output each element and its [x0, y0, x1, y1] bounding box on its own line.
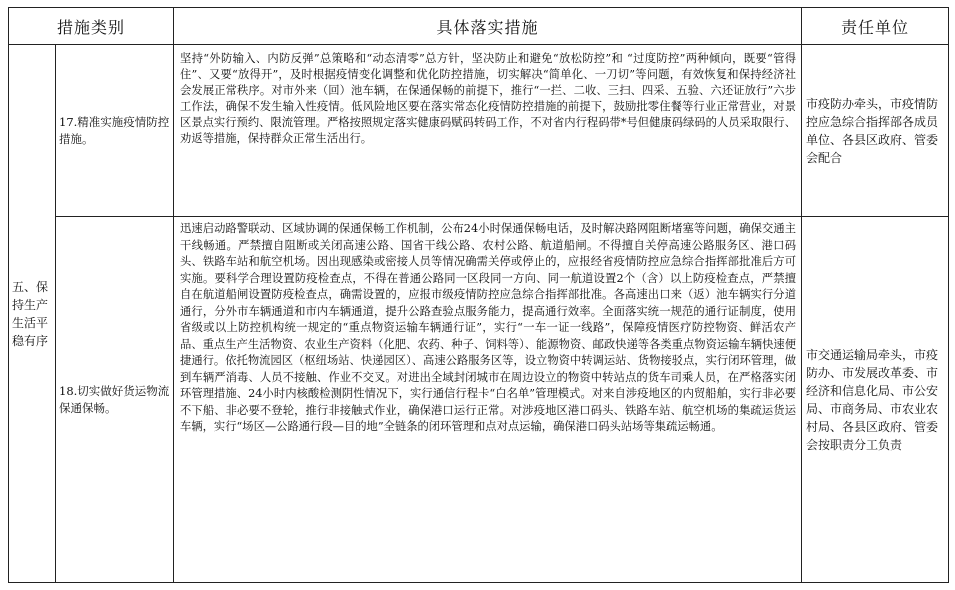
table-header-row: [9, 8, 949, 45]
responsible-unit-18: 市交通运输局牵头，市疫防办、市发展改革委、市经济和信息化局、市公安局、市商务局、市农业农村局、各县区政府、管委会按职责分工负责: [802, 217, 949, 583]
measure-item-17: 17.精准实施疫情防控措施。: [56, 45, 174, 217]
header-measures: 具体落实措施: [174, 8, 802, 45]
header-responsible: 责任单位: [802, 8, 949, 45]
table-row: [9, 217, 949, 583]
header-category: 措施类别: [9, 8, 174, 45]
section-category: 五、保持生产生活平稳有序: [9, 45, 56, 583]
measure-item-18: 18.切实做好货运物流保通保畅。: [56, 217, 174, 583]
table-row: [9, 45, 949, 217]
measures-table: [8, 7, 949, 583]
measure-text-17: 坚持“外防输入、内防反弹”总策略和“动态清零”总方针，坚决防止和避免“放松防控”和 “过度防控”两种倾向，既要“管得住”、又要“放得开”，及时根据疫情变化调整和优化防控措施，切实解决“简单化、一刀切”等问题，有效恢复和保持经济社会发展正常秩序。对市外来（回）池车辆，在保通保畅的前提下，推行“一拦、二收、三扫、四采、五验、六还证放行”六步工作法，确保不发生输入性疫情。低风险地区要在落实常态化疫情防控措施的前提下，鼓励批零住餐等行业正常营业，对景区景点实行预约、限流管理。严格按照规定落实健康码赋码转码工作，不对省内行程码带*号但健康码绿码的人员采取限行、劝返等措施，保持群众正常生活出行。: [174, 45, 802, 217]
measure-text-18: 迅速启动路警联动、区域协调的保通保畅工作机制，公布24小时保通保畅电话，及时解决路网阻断堵塞等问题，确保交通主干线畅通。严禁擅自阻断或关闭高速公路、国省干线公路、农村公路、航道船闸。不得擅自关停高速公路服务区、港口码头、铁路车站和航空机场。因出现感染或密接人员等情况确需关停或停止的，应报经省疫情防控应急综合指挥部批准后方可实施。要科学合理设置防疫检查点，不得在普通公路同一区段同一方向、同一航道设置2个（含）以上防疫检查点，严禁擅自在航道船闸设置防疫检查点，确需设置的，应报市级疫情防控应急综合指挥部批准。各高速出口来（返）池车辆实行分道通行，分外市车辆通道和市内车辆通道，提升公路查验点服务能力，提高通行效率。全面落实统一规范的通行证制度，使用省级或以上防控机构统一规定的“重点物资运输车辆通行证”，实行“一车一证一线路”，保障疫情医疗防控物资、鲜活农产品、重点生产生活物资、农业生产资料（化肥、农药、种子、饲料等）、能源物资、邮政快递等各类重点物资运输车辆快速便捷通行。依托物流园区（枢纽场站、快递园区）、高速公路服务区等，设立物资中转调运站、货物接驳点，实行闭环管理，做到车辆严消毒、人员不接触、作业不交叉。对进出全域封闭城市在周边设立的物资中转站点的货车司乘人员，在严格落实闭环管理措施、24小时内核酸检测阴性情况下，实行通信行程卡“白名单”管理模式。对来自涉疫地区的内贸船舶，实行非必要不下船、非必要不登轮，推行非接触式作业，确保港口运行正常。对涉疫地区港口码头、铁路车站、航空机场的集疏运货运车辆，实行“场区—公路通行段—目的地”全链条的闭环管理和点对点运输，确保港口码头站场等集疏运畅通。: [174, 217, 802, 583]
responsible-unit-17: 市疫防办牵头，市疫情防控应急综合指挥部各成员单位、各县区政府、管委会配合: [802, 45, 949, 217]
